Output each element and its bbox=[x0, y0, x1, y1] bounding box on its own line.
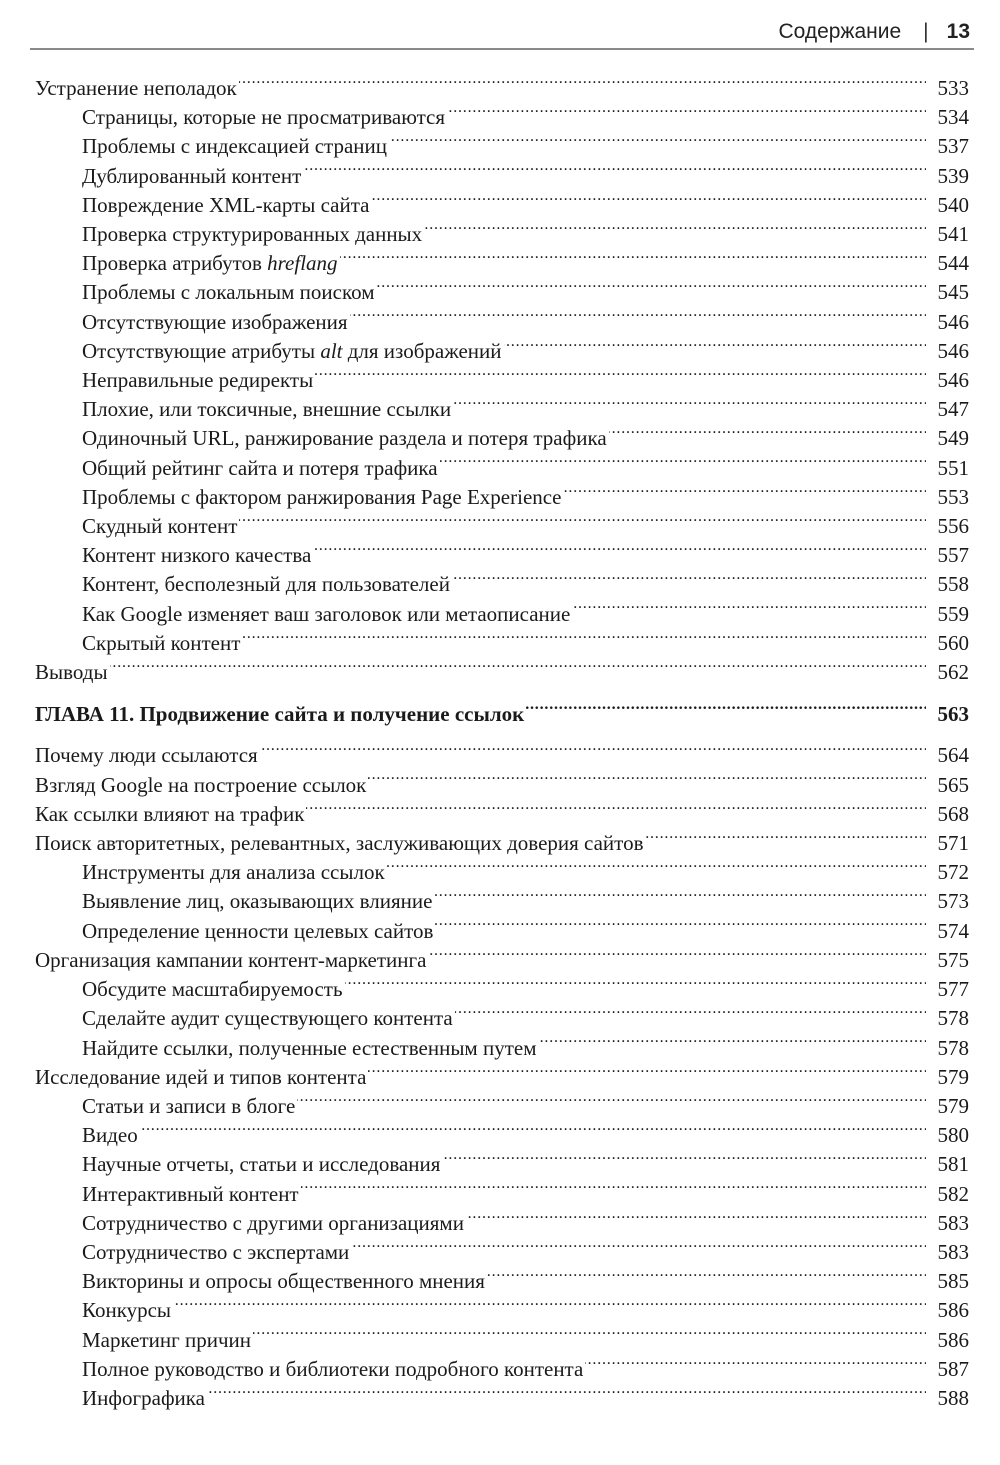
toc-entry-title: Викторины и опросы общественного мнения bbox=[82, 1269, 485, 1294]
toc-entry-title: Интерактивный контент bbox=[82, 1181, 299, 1206]
toc-entry-title: Найдите ссылки, полученные естественным путем bbox=[82, 1035, 537, 1060]
toc-leader-dots bbox=[315, 366, 926, 387]
toc-entry-page: 568 bbox=[937, 801, 969, 826]
toc-leader-dots bbox=[368, 771, 926, 792]
toc-subsection-row[interactable] bbox=[35, 1180, 969, 1209]
toc-subsection-row[interactable] bbox=[35, 1150, 969, 1179]
toc-leader-dots bbox=[646, 829, 927, 850]
toc-leader-dots bbox=[442, 1150, 926, 1171]
toc-subsection-row[interactable] bbox=[35, 917, 969, 946]
toc-subsection-row[interactable] bbox=[35, 541, 969, 570]
toc-leader-dots bbox=[387, 858, 926, 879]
toc-entry-title bbox=[82, 249, 338, 278]
toc-entry-title: Определение ценности целевых сайтов bbox=[82, 918, 434, 943]
toc-leader-dots bbox=[239, 512, 926, 533]
toc-entry-title: Как ссылки влияют на трафик bbox=[35, 801, 305, 826]
toc-subsection-row[interactable] bbox=[35, 132, 969, 161]
toc-entry-title: Поиск авторитетных, релевантных, заслуживающих доверия сайтов bbox=[35, 831, 644, 856]
toc-entry-page: 541 bbox=[937, 222, 969, 247]
toc-entry-title-italic: alt bbox=[320, 338, 343, 363]
toc-entry-page: 549 bbox=[937, 426, 969, 451]
toc-entry-page: 546 bbox=[937, 368, 969, 393]
toc-leader-dots bbox=[435, 917, 926, 938]
toc-entry-title: Сотрудничество с другими организациями bbox=[82, 1210, 464, 1235]
toc-subsection-row[interactable] bbox=[35, 858, 969, 887]
toc-leader-dots bbox=[306, 800, 926, 821]
toc-subsection-row[interactable] bbox=[35, 975, 969, 1004]
toc-entry-title: Исследование идей и типов контента bbox=[35, 1064, 367, 1089]
toc-entry-title: Повреждение XML-карты сайта bbox=[82, 192, 370, 217]
toc-leader-dots bbox=[526, 700, 926, 721]
toc-subsection-row[interactable] bbox=[35, 249, 969, 278]
toc-entry-page: 581 bbox=[937, 1152, 969, 1177]
running-header bbox=[30, 0, 974, 50]
toc-entry-page: 571 bbox=[937, 831, 969, 856]
toc-entry-title: Маркетинг причин bbox=[82, 1327, 252, 1352]
toc-leader-dots bbox=[585, 1355, 926, 1376]
toc-leader-dots bbox=[572, 600, 926, 621]
toc-entry-page: 539 bbox=[937, 163, 969, 188]
toc-entry-page: 575 bbox=[937, 947, 969, 972]
toc-entry-title: Проблемы с индексацией страниц bbox=[82, 134, 387, 159]
toc-subsection-row[interactable] bbox=[35, 483, 969, 512]
header-content bbox=[778, 20, 970, 44]
toc-leader-dots bbox=[340, 249, 926, 270]
toc-entry-title: Взгляд Google на построение ссылок bbox=[35, 772, 367, 797]
toc-subsection-row[interactable] bbox=[35, 1121, 969, 1150]
toc-entry-title: Сделайте аудит существующего контента bbox=[82, 1006, 453, 1031]
toc-leader-dots bbox=[140, 1121, 926, 1142]
toc-entry-title: Конкурсы bbox=[82, 1298, 172, 1323]
toc-entry-title: Контент низкого качества bbox=[82, 543, 312, 568]
toc-leader-dots bbox=[466, 1209, 926, 1230]
toc-leader-dots bbox=[424, 220, 926, 241]
toc-leader-dots bbox=[242, 629, 926, 650]
toc-leader-dots bbox=[487, 1267, 926, 1288]
toc-leader-dots bbox=[345, 975, 926, 996]
toc-entry-title: Страницы, которые не просматриваются bbox=[82, 105, 446, 130]
toc-entry-page: 564 bbox=[937, 743, 969, 768]
toc-section-row[interactable] bbox=[35, 1063, 969, 1092]
toc-entry-page: 533 bbox=[937, 76, 969, 100]
toc-entry-title: Инструменты для анализа ссылок bbox=[82, 860, 385, 885]
toc-entry-title: Видео bbox=[82, 1123, 138, 1148]
toc-entry-title: Статьи и записи в блоге bbox=[82, 1093, 296, 1118]
toc-entry-page: 546 bbox=[937, 309, 969, 334]
toc-entry-title-italic: hreflang bbox=[267, 251, 338, 276]
toc-entry-page: 562 bbox=[937, 660, 969, 685]
toc-entry-page: 557 bbox=[937, 543, 969, 568]
toc-section-row[interactable] bbox=[35, 741, 969, 770]
toc-leader-dots bbox=[303, 162, 926, 183]
toc-entry-page: 583 bbox=[937, 1210, 969, 1235]
toc-entry-page: 577 bbox=[937, 977, 969, 1002]
toc-entry-title: Скудный контент bbox=[82, 514, 238, 539]
toc-leader-dots bbox=[434, 887, 926, 908]
toc-entry-title: Инфографика bbox=[82, 1385, 205, 1410]
toc-subsection-row[interactable] bbox=[35, 162, 969, 191]
toc-entry-title: Организация кампании контент-маркетинга bbox=[35, 947, 427, 972]
toc-entry-title: Общий рейтинг сайта и потеря трафика bbox=[82, 455, 438, 480]
toc-subsection-row[interactable] bbox=[35, 1034, 969, 1063]
toc-chapter-title: ГЛАВА 11. Продвижение сайта и получение ссылок bbox=[35, 702, 525, 727]
toc-entry-title: Контент, бесполезный для пользователей bbox=[82, 572, 450, 597]
toc-leader-dots bbox=[371, 191, 926, 212]
toc-subsection-row[interactable] bbox=[35, 191, 969, 220]
toc-entry-title: Проблемы с фактором ранжирования Page Experience bbox=[82, 484, 562, 509]
toc-subsection-row[interactable] bbox=[35, 1209, 969, 1238]
toc-subsection-row[interactable] bbox=[35, 1384, 969, 1413]
toc-entry-page: 560 bbox=[937, 630, 969, 655]
toc-entry-page: 559 bbox=[937, 601, 969, 626]
toc-entry-page: 586 bbox=[937, 1327, 969, 1352]
toc-leader-dots bbox=[453, 395, 926, 416]
toc-subsection-row[interactable] bbox=[35, 1092, 969, 1121]
toc-entry-title: Одиночный URL, ранжирование раздела и потеря трафика bbox=[82, 426, 607, 451]
toc-leader-dots bbox=[440, 454, 926, 475]
toc-entry-title: Научные отчеты, статьи и исследования bbox=[82, 1152, 441, 1177]
toc-block-chapter-11 bbox=[35, 741, 969, 1413]
toc-subsection-row[interactable] bbox=[35, 103, 969, 132]
toc-subsection-row[interactable] bbox=[35, 512, 969, 541]
toc-subsection-row[interactable] bbox=[35, 424, 969, 453]
toc-subsection-row[interactable] bbox=[35, 1238, 969, 1267]
toc-leader-dots bbox=[455, 1004, 926, 1025]
toc-entry-page: 573 bbox=[937, 889, 969, 914]
toc-section-row[interactable] bbox=[35, 74, 969, 103]
toc-leader-dots bbox=[368, 1063, 926, 1084]
toc-section-row[interactable] bbox=[35, 829, 969, 858]
toc-subsection-row[interactable] bbox=[35, 600, 969, 629]
toc-leader-dots bbox=[539, 1034, 927, 1055]
toc-section-row[interactable] bbox=[35, 800, 969, 829]
toc-leader-dots bbox=[173, 1296, 926, 1317]
toc-entry-page: 547 bbox=[937, 397, 969, 422]
toc-entry-page: 558 bbox=[937, 572, 969, 597]
toc-entry-page: 574 bbox=[937, 918, 969, 943]
toc-leader-dots bbox=[389, 132, 926, 153]
toc-entry-title: Проверка структурированных данных bbox=[82, 222, 423, 247]
toc-section-row[interactable] bbox=[35, 658, 969, 687]
toc-subsection-row[interactable] bbox=[35, 570, 969, 599]
toc-leader-dots bbox=[110, 658, 926, 679]
toc-leader-dots bbox=[376, 278, 926, 299]
toc-section-row[interactable] bbox=[35, 946, 969, 975]
toc-entry-title-text: Проверка атрибутов bbox=[82, 251, 268, 276]
toc-subsection-row[interactable] bbox=[35, 1267, 969, 1296]
toc-subsection-row[interactable] bbox=[35, 887, 969, 916]
toc-leader-dots bbox=[239, 74, 926, 95]
toc-entry-title: Плохие, или токсичные, внешние ссылки bbox=[82, 397, 452, 422]
toc-entry-title: Выводы bbox=[35, 660, 108, 685]
toc-entry-page: 578 bbox=[937, 1006, 969, 1031]
toc-chapter-page: 563 bbox=[937, 702, 969, 727]
toc-entry-title: Проблемы с локальным поиском bbox=[82, 280, 375, 305]
toc-subsection-row[interactable] bbox=[35, 1355, 969, 1384]
header-section-title: Содержание bbox=[778, 20, 902, 43]
toc-entry-page: 579 bbox=[937, 1064, 969, 1089]
toc-entry-title: Как Google изменяет ваш заголовок или метаописание bbox=[82, 601, 571, 626]
header-separator: | bbox=[923, 20, 929, 43]
toc-entry-page: 546 bbox=[937, 338, 969, 363]
toc-entry-title: Скрытый контент bbox=[82, 630, 241, 655]
toc-entry-title-text: Отсутствующие атрибуты bbox=[82, 338, 321, 363]
table-of-contents bbox=[35, 74, 969, 1413]
toc-entry-page: 585 bbox=[937, 1269, 969, 1294]
toc-subsection-row[interactable] bbox=[35, 278, 969, 307]
toc-leader-dots bbox=[452, 570, 926, 591]
toc-entry-page: 544 bbox=[937, 251, 969, 276]
toc-entry-title: Почему люди ссылаются bbox=[35, 743, 258, 768]
toc-leader-dots bbox=[447, 103, 926, 124]
toc-entry-page: 582 bbox=[937, 1181, 969, 1206]
toc-leader-dots bbox=[350, 308, 926, 329]
toc-entry-title: Сотрудничество с экспертами bbox=[82, 1239, 350, 1264]
toc-leader-dots bbox=[260, 741, 926, 762]
toc-entry-page: 556 bbox=[937, 514, 969, 539]
toc-entry-page: 534 bbox=[937, 105, 969, 130]
toc-leader-dots bbox=[351, 1238, 926, 1259]
toc-subsection-row[interactable] bbox=[35, 220, 969, 249]
toc-entry-title: Устранение неполадок bbox=[35, 76, 237, 100]
toc-leader-dots bbox=[563, 483, 926, 504]
toc-leader-dots bbox=[504, 337, 927, 358]
header-page-number: 13 bbox=[946, 20, 970, 43]
toc-entry-title: Обсудите масштабируемость bbox=[82, 977, 343, 1002]
toc-leader-dots bbox=[313, 541, 926, 562]
toc-entry-page: 565 bbox=[937, 772, 969, 797]
toc-subsection-row[interactable] bbox=[35, 454, 969, 483]
toc-subsection-row[interactable] bbox=[35, 366, 969, 395]
toc-entry-title bbox=[82, 337, 502, 366]
toc-leader-dots bbox=[301, 1180, 926, 1201]
toc-block-troubleshooting bbox=[35, 74, 969, 687]
toc-section-row[interactable] bbox=[35, 771, 969, 800]
toc-subsection-row[interactable] bbox=[35, 1296, 969, 1325]
toc-entry-page: 545 bbox=[937, 280, 969, 305]
toc-chapter-row[interactable] bbox=[35, 700, 969, 729]
toc-entry-page: 579 bbox=[937, 1093, 969, 1118]
toc-subsection-row[interactable] bbox=[35, 1004, 969, 1033]
toc-leader-dots bbox=[428, 946, 926, 967]
toc-entry-page: 587 bbox=[937, 1356, 969, 1381]
toc-entry-title: Дублированный контент bbox=[82, 163, 302, 188]
toc-subsection-row[interactable] bbox=[35, 337, 969, 366]
toc-entry-title: Выявление лиц, оказывающих влияние bbox=[82, 889, 433, 914]
toc-entry-page: 583 bbox=[937, 1239, 969, 1264]
toc-leader-dots bbox=[609, 424, 926, 445]
toc-entry-title: Отсутствующие изображения bbox=[82, 309, 348, 334]
toc-subsection-row[interactable] bbox=[35, 395, 969, 424]
toc-subsection-row[interactable] bbox=[35, 1326, 969, 1355]
toc-leader-dots bbox=[207, 1384, 926, 1405]
toc-entry-title: Неправильные редиректы bbox=[82, 368, 314, 393]
toc-entry-page: 551 bbox=[937, 455, 969, 480]
toc-entry-title-text: для изображений bbox=[342, 338, 502, 363]
toc-subsection-row[interactable] bbox=[35, 629, 969, 658]
toc-entry-title: Полное руководство и библиотеки подробного контента bbox=[82, 1356, 584, 1381]
toc-entry-page: 580 bbox=[937, 1123, 969, 1148]
toc-entry-page: 572 bbox=[937, 860, 969, 885]
toc-entry-page: 537 bbox=[937, 134, 969, 159]
toc-entry-page: 578 bbox=[937, 1035, 969, 1060]
toc-entry-page: 588 bbox=[937, 1385, 969, 1410]
toc-leader-dots bbox=[297, 1092, 926, 1113]
toc-entry-page: 586 bbox=[937, 1298, 969, 1323]
toc-leader-dots bbox=[253, 1326, 926, 1347]
toc-entry-page: 540 bbox=[937, 192, 969, 217]
toc-subsection-row[interactable] bbox=[35, 308, 969, 337]
toc-entry-page: 553 bbox=[937, 484, 969, 509]
